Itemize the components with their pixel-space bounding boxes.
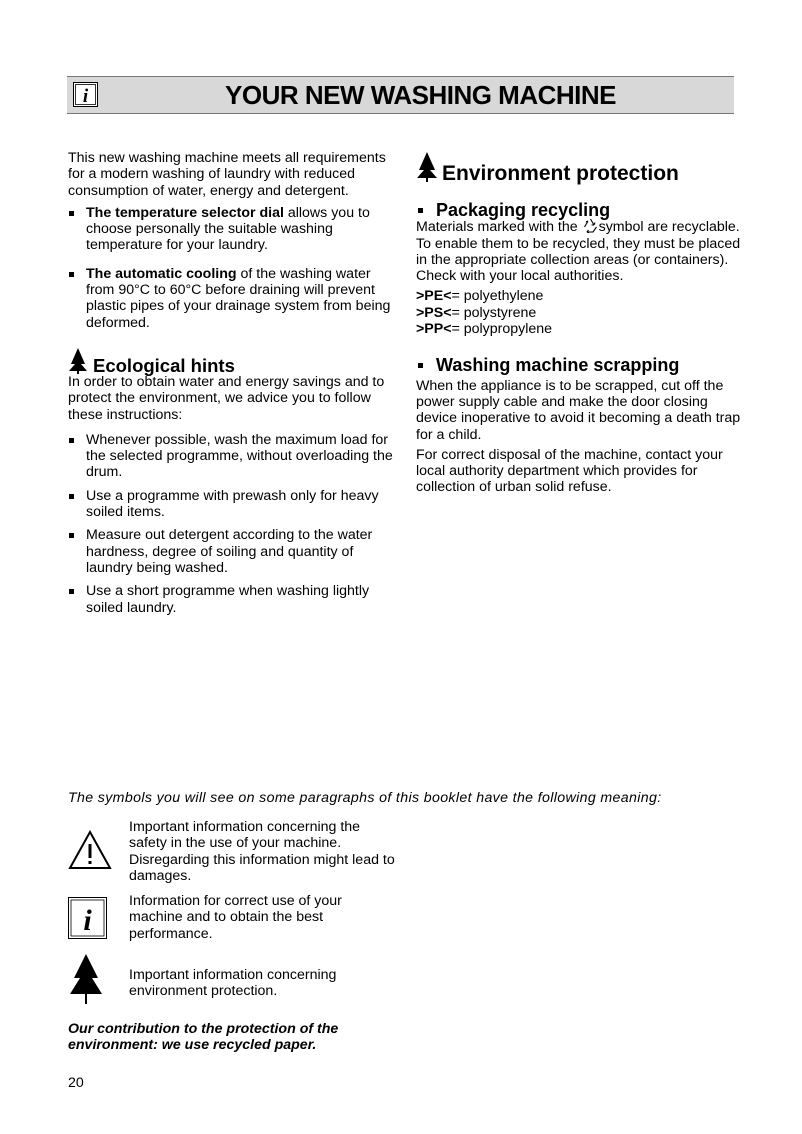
tree-icon (68, 954, 104, 1004)
page-header (67, 76, 734, 114)
material-item (416, 288, 748, 304)
intro-paragraph: This new washing machine meets all requirements for a modern washing of laundry with reduced consumption of water, energy and detergent. (68, 150, 386, 199)
material-code: >PP< (416, 321, 452, 338)
legend-text: Important information concerning environment protection. (129, 967, 337, 1000)
material-item (416, 305, 748, 321)
legend-caption: The symbols you will see on some paragraphs of this booklet have the following meaning: (68, 790, 662, 806)
bullet-square (418, 363, 423, 368)
material-name: = polyethylene (451, 288, 544, 305)
feature-bold: The automatic cooling (86, 265, 237, 282)
material-item (416, 321, 748, 337)
recycled-paper-note: Our contribution to the protection of the environment: we use recycled paper. (68, 1021, 339, 1054)
eco-item: Use a programme with prewash only for heavy soiled items. (68, 488, 398, 521)
legend-text: Important information concerning the safety in the use of your machine. Disregarding this information might lead to damages. (129, 819, 395, 884)
eco-list (68, 432, 398, 616)
eco-item: Use a short programme when washing lightly soiled laundry. (68, 583, 398, 616)
page-number: 20 (68, 1075, 84, 1091)
feature-item (68, 266, 398, 331)
material-code: >PS< (416, 304, 452, 321)
packaging-text-after: symbol are recyclable. To enable them to be recycled, they must be placed in the appropriate collection areas (or containers). Check with your local authorities. (416, 219, 741, 285)
eco-intro: In order to obtain water and energy savings and to protect the environment, we advice you to follow these instructions: (68, 373, 385, 423)
tree-icon (68, 348, 88, 374)
svg-text:i: i (83, 904, 92, 937)
warning-icon (68, 830, 112, 870)
scrapping-paragraph-1: When the appliance is to be scrapped, cut off the power supply cable and make the door closing device inoperative to avoid it becoming a death trap for a child. (416, 377, 741, 443)
packaging-recycling-title: Packaging recycling (436, 200, 611, 220)
ecological-hints-title: Ecological hints (93, 354, 235, 376)
eco-item: Measure out detergent according to the water hardness, degree of soiling and quantity of laundry being washed. (68, 527, 398, 576)
ecological-hints-heading (68, 348, 398, 374)
tree-icon (416, 152, 438, 182)
packaging-text-before: Materials marked with the (416, 219, 582, 236)
material-name: = polystyrene (451, 304, 537, 321)
scrapping-paragraph-2: For correct disposal of the machine, contact your local authority department which provides for collection of urban solid refuse. (416, 446, 723, 496)
environment-protection-heading (416, 152, 748, 185)
symbols-legend (68, 790, 728, 1000)
feature-bold: The temperature selector dial (86, 204, 284, 221)
feature-list (68, 205, 398, 331)
scrapping-title: Washing machine scrapping (436, 355, 680, 376)
packaging-paragraph (416, 218, 748, 284)
right-column (416, 152, 748, 496)
info-icon (68, 897, 107, 939)
svg-text:i: i (82, 86, 89, 107)
packaging-recycling-heading (416, 202, 748, 218)
page-title: YOUR NEW WASHING MACHINE (225, 80, 616, 110)
feature-item (68, 205, 398, 254)
feature-text: of the washing water from 90°C to 60°C before draining will prevent plastic pipes of your drainage system from being deformed. (86, 265, 391, 331)
legend-text: Information for correct use of your machine and to obtain the best performance. (129, 893, 342, 942)
bullet-square (418, 208, 423, 213)
recycle-icon (582, 218, 599, 233)
feature-text: allows you to choose personally the suitable washing temperature for your laundry. (86, 204, 370, 254)
material-name: = polypropylene (451, 321, 553, 338)
info-icon (73, 82, 98, 107)
left-column (68, 150, 398, 616)
scrapping-heading (416, 355, 748, 376)
material-code: >PE< (416, 288, 452, 305)
materials-list (416, 288, 748, 337)
eco-item: Whenever possible, wash the maximum load for the selected programme, without overloading the drum. (68, 432, 398, 481)
environment-protection-title: Environment protection (442, 161, 679, 185)
